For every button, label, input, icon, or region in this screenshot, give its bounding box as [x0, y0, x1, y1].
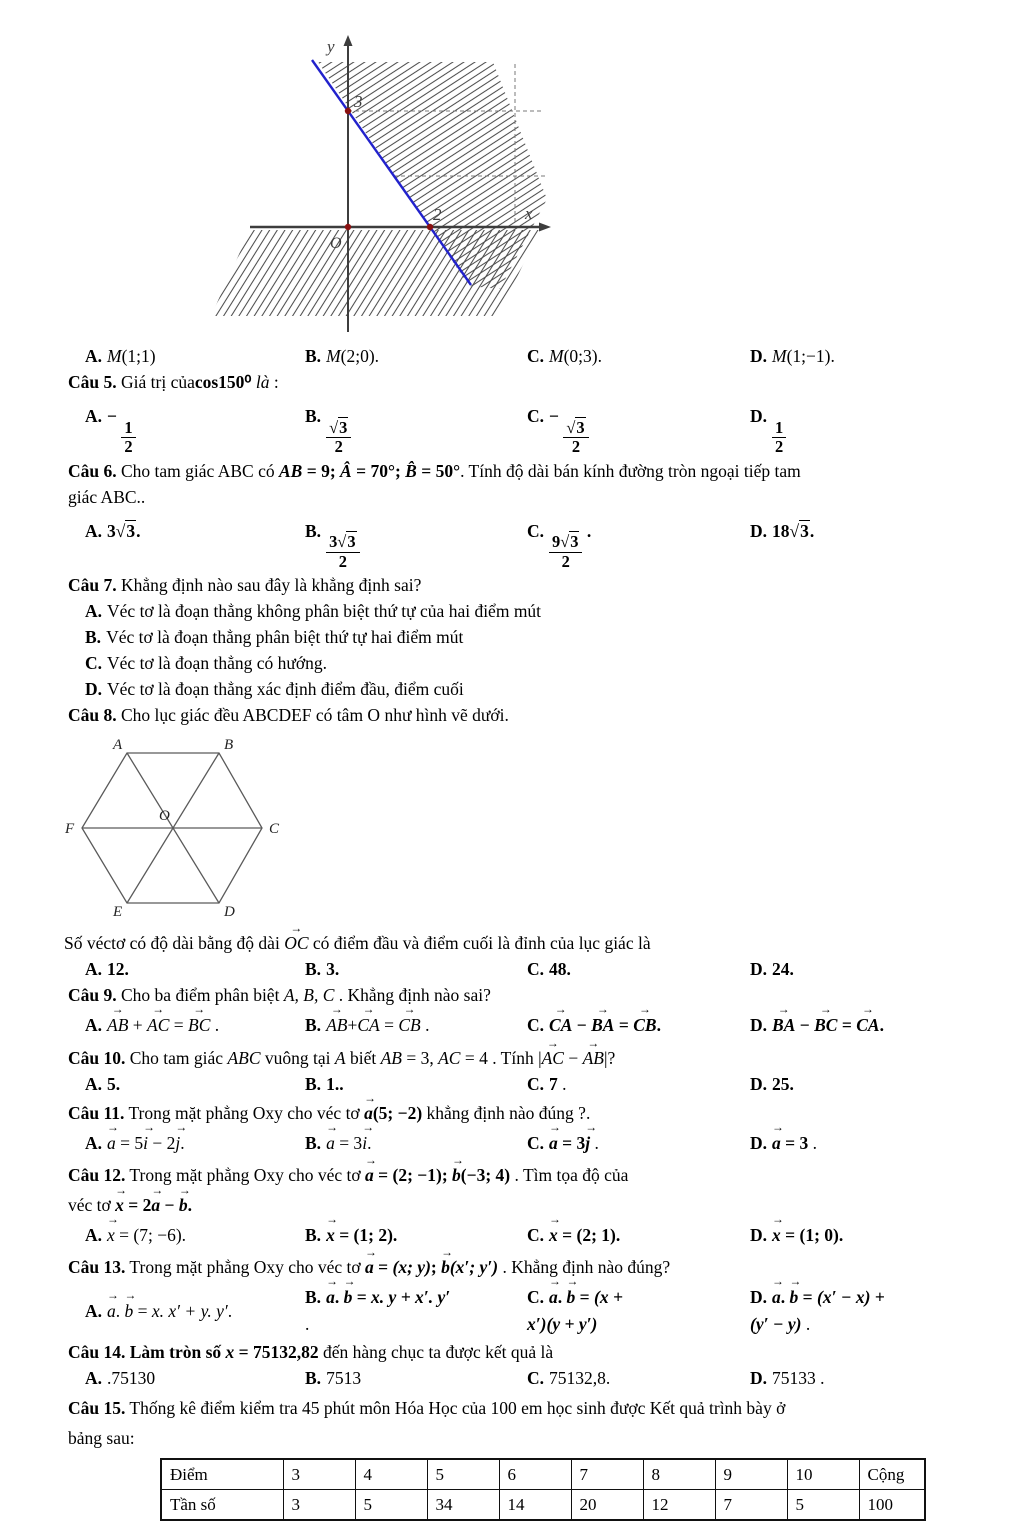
x-axis-arrow: [539, 223, 551, 232]
table-cell: 5: [427, 1459, 499, 1490]
option-letter: D.: [750, 406, 768, 426]
option-d: [750, 1211, 1024, 1249]
option-text: 24.: [772, 959, 794, 980]
option-text: 75133 .: [772, 1368, 825, 1389]
option-text: 3.: [326, 959, 340, 980]
option-letter: D.: [85, 679, 103, 700]
option-letter: B.: [305, 346, 322, 366]
question-text: Cho lục giác đều ABCDEF có tâm O như hình vẽ dưới.: [116, 705, 509, 726]
option-text: → a = 3 .: [772, 1119, 817, 1154]
question-text: Thống kê điểm kiểm tra 45 phút môn Hóa Học của 100 em học sinh được Kết quả trình bày ở: [125, 1398, 786, 1419]
option-letter: B.: [305, 1287, 322, 1308]
option-d: [750, 396, 1024, 457]
option-text: → a. → b = (x′ − x) + (y′ − y) .: [750, 1273, 885, 1335]
question-7-option-a: [85, 599, 1024, 623]
question-number: Câu 14.: [68, 1342, 126, 1363]
option-text: → a. → b = x. y + x′. y′ .: [305, 1273, 451, 1335]
option-text: M(2;0).: [326, 346, 380, 366]
option-c: [527, 957, 750, 981]
question-11-header: [68, 1090, 1024, 1125]
option-text: → x = (1; 0).: [772, 1211, 844, 1246]
option-text: $\frac{1}{2}$: [772, 406, 786, 426]
question-14-header: [68, 1340, 1024, 1364]
question-number: Câu 13.: [68, 1257, 126, 1278]
option-letter: B.: [305, 959, 322, 980]
option-letter: D.: [750, 1074, 768, 1095]
hatched-region-lower: [211, 230, 540, 316]
question-6-options: [85, 511, 1024, 572]
option-letter: A.: [85, 1301, 103, 1322]
table-row-scores: [161, 1459, 925, 1490]
option-a: [85, 511, 305, 572]
option-text: → a = 3 → j .: [549, 1119, 599, 1154]
option-c: [527, 1211, 750, 1249]
option-a: [85, 1072, 305, 1096]
option-c: [527, 344, 750, 368]
table-cell: 6: [499, 1459, 571, 1490]
option-text: 7 .: [549, 1074, 567, 1095]
option-text: $\frac{9√3}{2}$ .: [549, 521, 591, 541]
option-text: → a = 5 → i − 2 → j.: [107, 1119, 188, 1154]
option-text: → x = (7; −6).: [107, 1211, 187, 1246]
option-text: 1..: [326, 1074, 344, 1095]
question-text: Trong mặt phẳng Oxy cho véc tơ → a = (2; −1); → b(−3; 4) . Tìm tọa độ của: [125, 1152, 629, 1186]
option-text: 25.: [772, 1074, 794, 1095]
option-text: Véc tơ là đoạn thẳng không phân biệt thứ tự của hai điểm mút: [107, 601, 542, 622]
option-text: 12.: [107, 959, 129, 980]
table-cell: 20: [571, 1490, 643, 1521]
option-letter: C.: [527, 1287, 545, 1308]
vertex-label-f: F: [65, 821, 75, 838]
table-cell: Điểm: [161, 1459, 283, 1490]
option-c: [527, 1119, 750, 1157]
option-letter: C.: [85, 653, 103, 674]
option-letter: A.: [85, 1074, 103, 1095]
option-text: → AB+ → CA = → CB .: [326, 1001, 430, 1036]
option-c: [527, 1001, 750, 1039]
option-c: [527, 1072, 750, 1096]
option-text: Véc tơ là đoạn thẳng có hướng.: [107, 653, 327, 674]
option-text: 7513: [326, 1368, 362, 1389]
option-b: [305, 1366, 527, 1390]
question-text: Giá trị củacos150⁰ là :: [116, 372, 279, 392]
option-text: Véc tơ là đoạn thẳng xác định điểm đầu, điểm cuối: [107, 679, 464, 700]
question-text: Khẳng định nào sau đây là khẳng định sai?: [116, 575, 422, 596]
option-text: 5.: [107, 1074, 121, 1095]
vertex-label-d: D: [224, 904, 235, 921]
option-d: [750, 1273, 1024, 1338]
table-cell: 9: [715, 1459, 787, 1490]
option-a: [85, 1366, 305, 1390]
question-text: Cho tam giác ABC vuông tại A biết AB = 3, AC = 4 . Tính | → AC − → AB|?: [125, 1035, 616, 1069]
question-number: Câu 12.: [68, 1165, 126, 1186]
option-letter: D.: [750, 520, 768, 541]
table-row-frequencies: [161, 1490, 925, 1521]
question-5-options: [85, 396, 1024, 457]
option-letter: B.: [305, 1225, 322, 1246]
option-d: [750, 1072, 1024, 1096]
option-d: [750, 511, 1024, 572]
question-8-header: [68, 703, 1024, 727]
frequency-table: [160, 1458, 926, 1521]
question-text: véc tơ → x = 2 → a − → b.: [68, 1182, 192, 1216]
option-letter: C.: [527, 406, 545, 426]
option-letter: D.: [750, 1015, 768, 1036]
option-d: [750, 344, 1024, 368]
option-letter: C.: [527, 959, 545, 980]
option-letter: B.: [305, 1015, 322, 1036]
option-d: [750, 1366, 1024, 1390]
caption-text: Số véctơ có độ dài bằng độ dài → OC có điểm đầu và điểm cuối là đỉnh của lục giác là: [64, 920, 651, 954]
option-b: [305, 1072, 527, 1096]
question-number: Câu 9.: [68, 985, 117, 1006]
question-number: Câu 6.: [68, 460, 117, 481]
option-text: → a = 3 → i.: [326, 1119, 375, 1154]
question-11-options: [85, 1119, 1024, 1157]
option-a: [85, 957, 305, 981]
table-cell: 14: [499, 1490, 571, 1521]
option-letter: B.: [305, 406, 322, 426]
question-text: Trong mặt phẳng Oxy cho véc tơ → a = (x; y); → b(x′; y′) . Khẳng định nào đúng?: [125, 1244, 671, 1278]
question-6-header-2: [68, 485, 1024, 509]
x-axis-label: x: [525, 204, 533, 223]
option-letter: D.: [750, 1133, 768, 1154]
question-text: Trong mặt phẳng Oxy cho véc tơ → a(5; −2) khẳng định nào đúng ?.: [124, 1090, 591, 1124]
coordinate-graph-figure: [105, 34, 1024, 336]
origin-point: [345, 224, 351, 230]
option-c: [527, 396, 750, 457]
option-text: − $\frac{√3}{2}$: [549, 406, 589, 426]
option-text: Véc tơ là đoạn thẳng phân biệt thứ tự hai điểm mút: [106, 627, 464, 648]
option-b: [305, 1273, 527, 1338]
option-text: M(0;3).: [549, 346, 602, 366]
option-letter: C.: [527, 1074, 545, 1095]
option-a: [85, 1001, 305, 1039]
option-letter: B.: [85, 627, 102, 648]
table-cell: 3: [283, 1459, 355, 1490]
question-10-options: [85, 1072, 1024, 1096]
option-a: [85, 396, 305, 457]
option-letter: A.: [85, 1368, 103, 1389]
table-cell: 34: [427, 1490, 499, 1521]
option-letter: B.: [305, 1074, 322, 1095]
question-12-header-2: [68, 1182, 1024, 1217]
option-text: $\frac{√3}{2}$: [326, 406, 351, 426]
option-letter: C.: [527, 1015, 545, 1036]
option-letter: A.: [85, 346, 103, 366]
option-letter: B.: [305, 1133, 322, 1154]
option-b: [305, 396, 527, 457]
vertex-label-a: A: [113, 737, 123, 754]
option-b: [305, 511, 527, 572]
option-text: → x = (1; 2).: [326, 1211, 398, 1246]
option-letter: A.: [85, 406, 103, 426]
question-6-header: [68, 459, 1024, 483]
table-cell: 3: [283, 1490, 355, 1521]
y-axis-label: y: [327, 37, 335, 56]
question-number: Câu 11.: [68, 1103, 125, 1124]
question-text: Cho tam giác ABC có AB = 9; Â = 70°; B̂ = 50°. Tính độ dài bán kính đường tròn ngoại tiếp tam: [116, 460, 801, 481]
hexagon-svg: [60, 731, 290, 923]
x-intercept-point: [427, 224, 433, 230]
table-cell: 5: [355, 1490, 427, 1521]
option-letter: D.: [750, 1225, 768, 1246]
question-14-options: [85, 1366, 1024, 1390]
question-9-options: [85, 1001, 1024, 1039]
table-cell: 7: [571, 1459, 643, 1490]
question-text: giác ABC..: [68, 486, 146, 507]
question-9-header: [68, 983, 1024, 1007]
table-cell: Tần số: [161, 1490, 283, 1521]
option-text: → a. → b = x. x′ + y. y′.: [107, 1287, 233, 1322]
center-label-o: O: [159, 808, 170, 825]
x-intercept-label: 2: [433, 205, 442, 224]
table-cell: 8: [643, 1459, 715, 1490]
option-letter: A.: [85, 520, 103, 541]
option-letter: A.: [85, 1225, 103, 1246]
vertex-label-c: C: [269, 821, 280, 838]
option-letter: B.: [305, 520, 322, 541]
y-axis-arrow: [344, 35, 353, 46]
question-text: bảng sau:: [68, 1428, 135, 1449]
table-cell: 7: [715, 1490, 787, 1521]
table-cell: 12: [643, 1490, 715, 1521]
vertex-label-e: E: [113, 904, 123, 921]
question-7-option-d: [85, 677, 1024, 701]
option-text: → x = (2; 1).: [549, 1211, 621, 1246]
option-letter: B.: [305, 1368, 322, 1389]
option-b: [305, 1001, 527, 1039]
option-text: .75130: [107, 1368, 156, 1389]
question-7-option-b: [85, 625, 1024, 649]
option-letter: D.: [750, 959, 768, 980]
hexagon-figure: [60, 731, 1024, 923]
option-text: $\frac{3√3}{2}$: [326, 521, 359, 541]
option-letter: D.: [750, 1368, 768, 1389]
option-b: [305, 957, 527, 981]
option-letter: A.: [85, 1133, 103, 1154]
question-5-header: [68, 370, 1024, 394]
option-c: [527, 1366, 750, 1390]
option-b: [305, 344, 527, 368]
table-cell: 5: [787, 1490, 859, 1521]
question-10-header: [68, 1035, 1024, 1070]
option-text: 18√3.: [772, 520, 815, 541]
option-letter: A.: [85, 601, 103, 622]
question-8-options: [85, 957, 1024, 981]
option-text: → BA − → BC = → CA.: [772, 1001, 884, 1036]
option-text: 3√3.: [107, 520, 141, 541]
table-cell: 4: [355, 1459, 427, 1490]
option-d: [750, 1119, 1024, 1157]
option-text: → CA − → BA = → CB.: [549, 1001, 661, 1036]
question-7-option-c: [85, 651, 1024, 675]
question-15-header-2: [68, 1426, 1024, 1450]
option-a: [85, 1284, 305, 1338]
question-12-header: [68, 1152, 1024, 1187]
y-intercept-label: 3: [354, 92, 363, 111]
option-b: [305, 1119, 527, 1157]
option-text: M(1;−1).: [772, 346, 835, 366]
option-text: → a. → b = (x + x′)(y + y′): [527, 1273, 623, 1335]
table-cell: Cộng: [859, 1459, 925, 1490]
question-number: Câu 10.: [68, 1048, 126, 1069]
graph-svg: [105, 34, 565, 336]
option-letter: C.: [527, 1225, 545, 1246]
answer-row-options: [85, 344, 1024, 368]
option-d: [750, 1001, 1024, 1039]
option-letter: C.: [527, 520, 545, 541]
question-number: Câu 15.: [68, 1398, 126, 1419]
question-number: Câu 5.: [68, 372, 117, 392]
question-number: Câu 7.: [68, 575, 117, 596]
table-cell: 10: [787, 1459, 859, 1490]
option-text: − $\frac{1}{2}$: [107, 406, 136, 426]
option-text: 75132,8.: [549, 1368, 611, 1389]
option-letter: A.: [85, 959, 103, 980]
option-d: [750, 957, 1024, 981]
question-8-caption: [64, 920, 1024, 955]
option-text: → AB + → AC = → BC .: [107, 1001, 220, 1036]
option-a: [85, 344, 305, 368]
option-b: [305, 1211, 527, 1249]
question-15-header: [68, 1396, 1024, 1420]
option-letter: C.: [527, 1368, 545, 1389]
question-13-header: [68, 1244, 1024, 1279]
option-letter: D.: [750, 1287, 768, 1308]
option-letter: C.: [527, 346, 545, 366]
table-cell: 100: [859, 1490, 925, 1521]
question-13-options: [85, 1273, 1024, 1338]
question-text: Làm tròn số x = 75132,82 đến hàng chục ta được kết quả là: [129, 1342, 554, 1363]
option-c: [527, 1273, 750, 1338]
question-text: Cho ba điểm phân biệt A, B, C . Khẳng định nào sai?: [116, 985, 491, 1006]
vertex-label-b: B: [224, 737, 234, 754]
y-intercept-point: [345, 108, 351, 114]
option-text: 48.: [549, 959, 571, 980]
option-letter: D.: [750, 346, 768, 366]
question-12-options: [85, 1211, 1024, 1249]
option-letter: A.: [85, 1015, 103, 1036]
question-number: Câu 8.: [68, 705, 117, 726]
option-text: M(1;1): [107, 346, 156, 366]
option-c: [527, 511, 750, 572]
option-letter: C.: [527, 1133, 545, 1154]
option-a: [85, 1211, 305, 1249]
origin-label: O: [330, 235, 342, 252]
question-7-header: [68, 573, 1024, 597]
option-a: [85, 1119, 305, 1157]
